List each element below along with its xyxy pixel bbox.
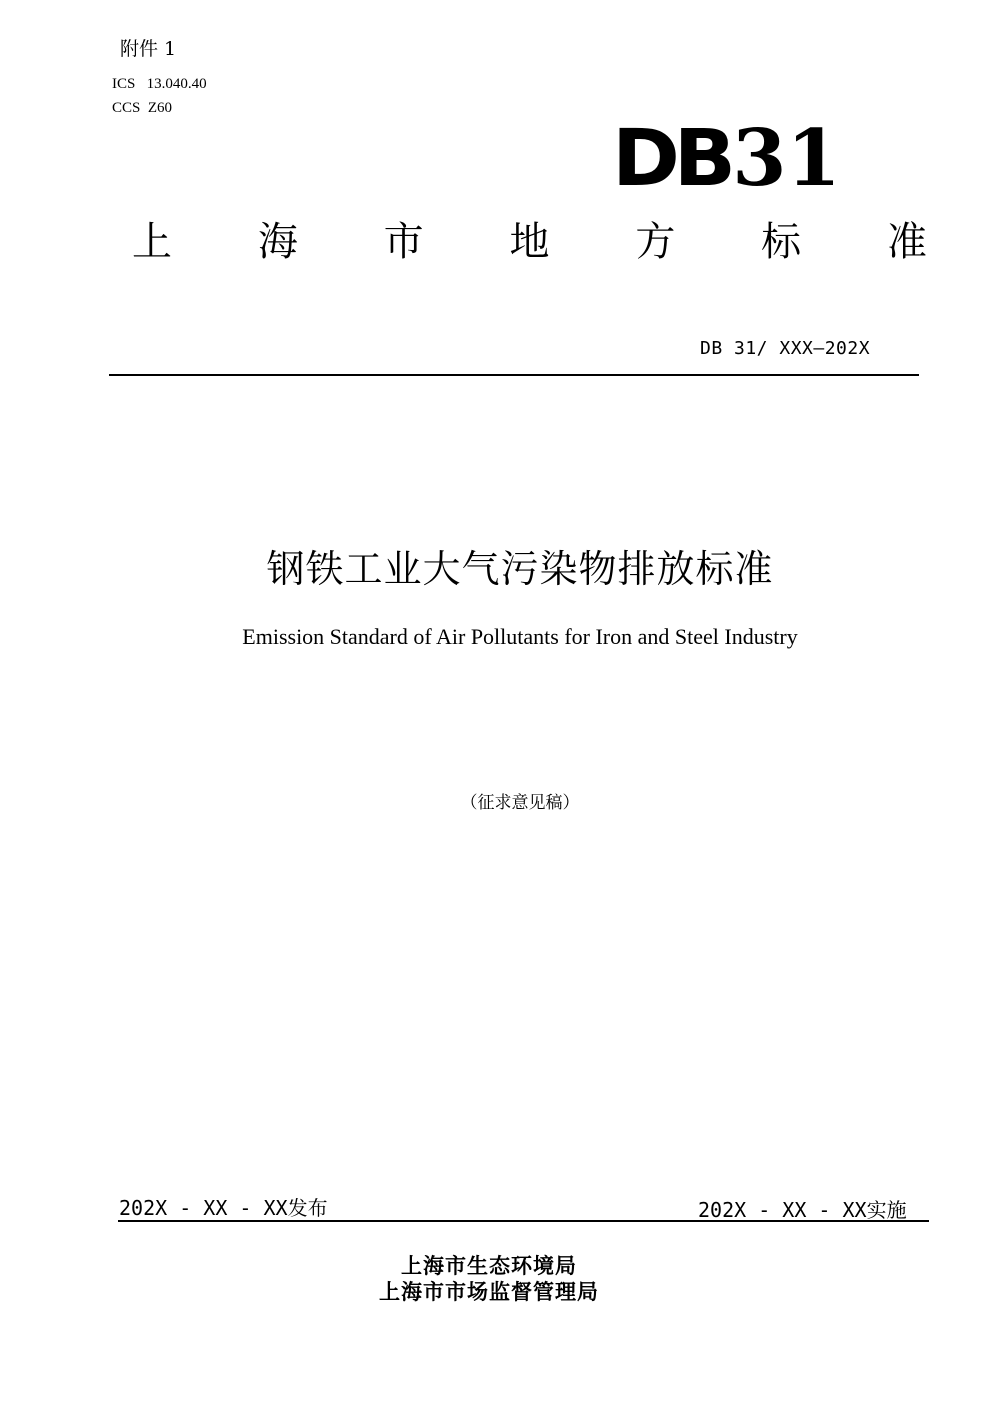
standard-type-char: 上 xyxy=(132,219,172,265)
standard-type-char: 市 xyxy=(383,219,424,265)
attachment-label: 附件 1 xyxy=(120,38,177,60)
footer-divider xyxy=(118,1220,929,1222)
issue-date: 202X - XX - XX发布 xyxy=(119,1196,328,1220)
title-chinese: 钢铁工业大气污染物排放标准 xyxy=(266,547,774,591)
db31-logo xyxy=(612,112,852,204)
logo-number: 31 xyxy=(732,113,841,204)
standard-type-char: 标 xyxy=(761,219,802,265)
standard-number: DB 31/ XXX—202X xyxy=(700,338,871,359)
logo-letters: DB xyxy=(612,114,730,204)
issuer-market-regulation-bureau: 上海市市场监督管理局 xyxy=(379,1280,599,1304)
standard-type-heading xyxy=(132,218,927,266)
ics-code: ICS 13.040.40 xyxy=(112,76,207,92)
draft-status: （征求意见稿） xyxy=(460,793,580,813)
title-english: Emission Standard of Air Pollutants for Iron and Steel Industry xyxy=(242,624,798,649)
implementation-date: 202X - XX - XX实施 xyxy=(698,1198,907,1222)
issuer-ecology-bureau: 上海市生态环境局 xyxy=(401,1254,577,1278)
standard-type-char: 准 xyxy=(886,219,927,265)
header-divider xyxy=(109,374,919,376)
standard-type-char: 海 xyxy=(257,219,298,265)
standard-type-char: 地 xyxy=(509,219,550,265)
ccs-code: CCS Z60 xyxy=(112,100,173,116)
standard-type-char: 方 xyxy=(635,219,676,265)
